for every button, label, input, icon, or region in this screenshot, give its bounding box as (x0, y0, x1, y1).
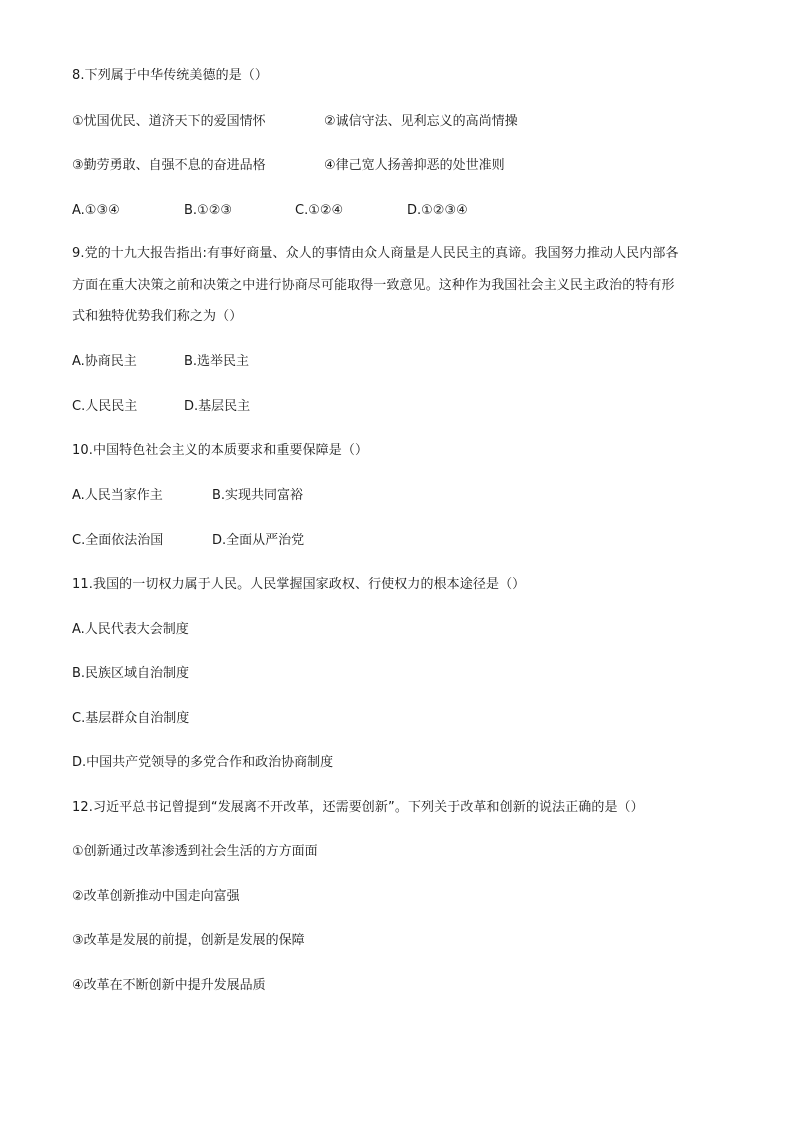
question-12-stem: 12.习近平总书记曾提到“发展离不开改革，还需要创新”。下列关于改革和创新的说法正确的是（） (72, 800, 644, 815)
question-8-option-b: B.①②③ (184, 203, 233, 218)
question-9-stem-line-1: 9.党的十九大报告指出:有事好商量、众人的事情由众人商量是人民民主的真谛。我国努力推动人民内部各 (72, 246, 679, 261)
question-10-option-c: C.全面依法治国 (72, 533, 164, 548)
question-10-option-a: A.人民当家作主 (72, 488, 163, 503)
question-8-option-d: D.①②③④ (407, 203, 468, 218)
question-9-option-b: B.选举民主 (184, 354, 250, 369)
question-9-option-c: C.人民民主 (72, 399, 138, 414)
question-10-option-b: B.实现共同富裕 (212, 488, 304, 503)
question-12-statement-2: ②改革创新推动中国走向富强 (72, 889, 240, 904)
question-10-option-d: D.全面从严治党 (212, 533, 305, 548)
question-9-option-d: D.基层民主 (184, 399, 251, 414)
question-11-stem: 11.我国的一切权力属于人民。人民掌握国家政权、行使权力的根本途径是（） (72, 577, 526, 592)
question-9-stem-line-2: 方面在重大决策之前和决策之中进行协商尽可能取得一致意见。这种作为我国社会主义民主政治的特有形 (72, 278, 675, 293)
question-9-stem-line-3: 式和独特优势我们称之为（） (72, 309, 243, 324)
question-8-option-a: A.①③④ (72, 203, 120, 218)
question-12-statement-4: ④改革在不断创新中提升发展品质 (72, 978, 266, 993)
question-8-statement-3: ③勤劳勇敢、自强不息的奋进品格 (72, 158, 266, 173)
question-8-option-c: C.①②④ (295, 203, 344, 218)
question-8-statement-4: ④律己宽人扬善抑恶的处世准则 (324, 158, 505, 173)
question-12-statement-1: ①创新通过改革渗透到社会生活的方方面面 (72, 844, 318, 859)
question-8-stem: 8.下列属于中华传统美德的是（） (72, 68, 269, 83)
question-11-option-a: A.人民代表大会制度 (72, 622, 189, 637)
question-8-statement-2: ②诚信守法、见利忘义的高尚情操 (324, 114, 518, 129)
question-9-option-a: A.协商民主 (72, 354, 137, 369)
question-11-option-c: C.基层群众自治制度 (72, 711, 190, 726)
question-10-stem: 10.中国特色社会主义的本质要求和重要保障是（） (72, 443, 369, 458)
question-12-statement-3: ③改革是发展的前提，创新是发展的保障 (72, 933, 305, 948)
question-11-option-d: D.中国共产党领导的多党合作和政治协商制度 (72, 755, 334, 770)
question-11-option-b: B.民族区域自治制度 (72, 666, 190, 681)
question-8-statement-1: ①忧国优民、道济天下的爱国情怀 (72, 114, 266, 129)
